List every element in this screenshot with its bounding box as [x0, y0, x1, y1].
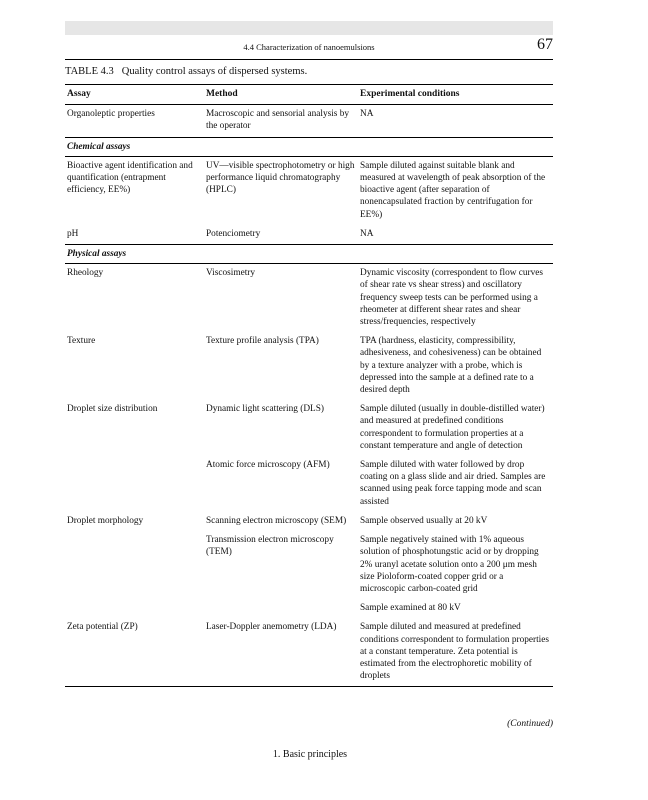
cell-conditions: Sample negatively stained with 1% aqueous solution of phosphotungstic acid or by dropping 2% uranyl acetate solution onto a 200 μm mesh size Pioloform-coated copper grid or a microscopic carbon-coated grid — [360, 535, 539, 594]
cell-assay — [65, 599, 204, 618]
cell-conditions: Sample diluted and measured at predefined conditions correspondent to formulation properties at a constant temperature. Zeta potential is estimated from the electrophoretic mobility of droplets — [358, 618, 553, 687]
section-label: Chemical assays — [65, 137, 553, 156]
header-band — [65, 21, 553, 35]
cell-assay: Organoleptic properties — [67, 109, 155, 120]
table-row — [65, 456, 553, 512]
column-header-method: Method — [204, 85, 358, 105]
table-header-row — [65, 85, 553, 105]
table-row — [65, 531, 553, 599]
cell-assay: pH — [67, 228, 79, 239]
cell-conditions: Sample diluted (usually in double-distilled water) and measured at predefined conditions correspondent to formulation properties at a constant temperature and angle of detection — [360, 404, 545, 451]
cell-assay — [65, 531, 204, 599]
table-row — [65, 618, 553, 687]
table-row — [65, 512, 553, 531]
table-row — [65, 225, 553, 245]
cell-assay: Droplet morphology — [67, 515, 144, 526]
cell-conditions: NA — [360, 228, 374, 239]
table-caption-text: Quality control assays of dispersed systems. — [121, 66, 308, 77]
cell-method: Texture profile analysis (TPA) — [206, 336, 319, 347]
cell-method: Laser-Doppler anemometry (LDA) — [204, 618, 358, 687]
cell-method: Transmission electron microscopy (TEM) — [206, 535, 334, 558]
table-body — [65, 105, 553, 687]
cell-method: UV—visible spectrophotometry or high performance liquid chromatography (HPLC) — [206, 160, 355, 196]
cell-conditions: Dynamic viscosity (correspondent to flow curves of shear rate vs shear stress) and oscillatory frequency sweep tests can be performed using a rheometer at different shear rates and shear stress/frequencies, respectively — [360, 268, 544, 328]
cell-assay: Rheology — [67, 268, 104, 279]
cell-method: Scanning electron microscopy (SEM) — [206, 515, 347, 526]
table-caption — [65, 66, 307, 77]
continued-note: (Continued) — [507, 719, 553, 729]
cell-conditions: NA — [360, 109, 374, 120]
running-head — [65, 36, 553, 60]
cell-assay: Bioactive agent identification and quantification (entrapment efficiency, EE%) — [67, 160, 193, 196]
quality-control-table — [65, 84, 553, 687]
cell-conditions: Sample diluted with water followed by drop coating on a glass slide and air dried. Samples are scanned using peak force tapping mode and scan assisted — [360, 460, 546, 507]
table-row — [65, 400, 553, 456]
cell-conditions: Sample diluted against suitable blank and measured at wavelength of peak absorption of the bioactive agent (after separation of nonencapsulated fraction by centrifugation for EE%) — [360, 160, 546, 220]
running-title: 4.4 Characterization of nanoemulsions — [243, 42, 375, 52]
page-number: 67 — [537, 36, 553, 53]
cell-conditions: Sample observed usually at 20 kV — [360, 515, 488, 526]
table-label: TABLE 4.3 — [65, 66, 114, 77]
cell-assay: Zeta potential (ZP) — [65, 618, 204, 687]
table-row — [65, 599, 553, 618]
cell-method: Atomic force microscopy (AFM) — [206, 460, 330, 471]
section-label: Physical assays — [65, 245, 553, 264]
cell-method: Dynamic light scattering (DLS) — [206, 404, 324, 415]
section-header-row — [65, 137, 553, 156]
cell-assay: Texture — [67, 336, 96, 347]
column-header-assay: Assay — [65, 85, 204, 105]
table-row — [65, 264, 553, 333]
cell-method: Viscosimetry — [206, 268, 256, 279]
table-row — [65, 105, 553, 137]
table-row — [65, 332, 553, 400]
cell-assay — [65, 456, 204, 512]
cell-method — [204, 599, 358, 618]
page-footer: 1. Basic principles — [272, 749, 348, 760]
cell-conditions: TPA (hardness, elasticity, compressibility, adhesiveness, and cohesiveness) can be obtained by a texture analyzer with a probe, which is depressed into the sample at a defined rate to a desired depth — [360, 336, 542, 396]
cell-method: Potenciometry — [206, 228, 261, 239]
table-row — [65, 156, 553, 225]
column-header-conditions: Experimental conditions — [358, 85, 553, 105]
section-header-row — [65, 245, 553, 264]
cell-method: Macroscopic and sensorial analysis by the operator — [206, 109, 350, 132]
cell-conditions: Sample examined at 80 kV — [360, 603, 461, 614]
cell-assay: Droplet size distribution — [67, 404, 158, 415]
